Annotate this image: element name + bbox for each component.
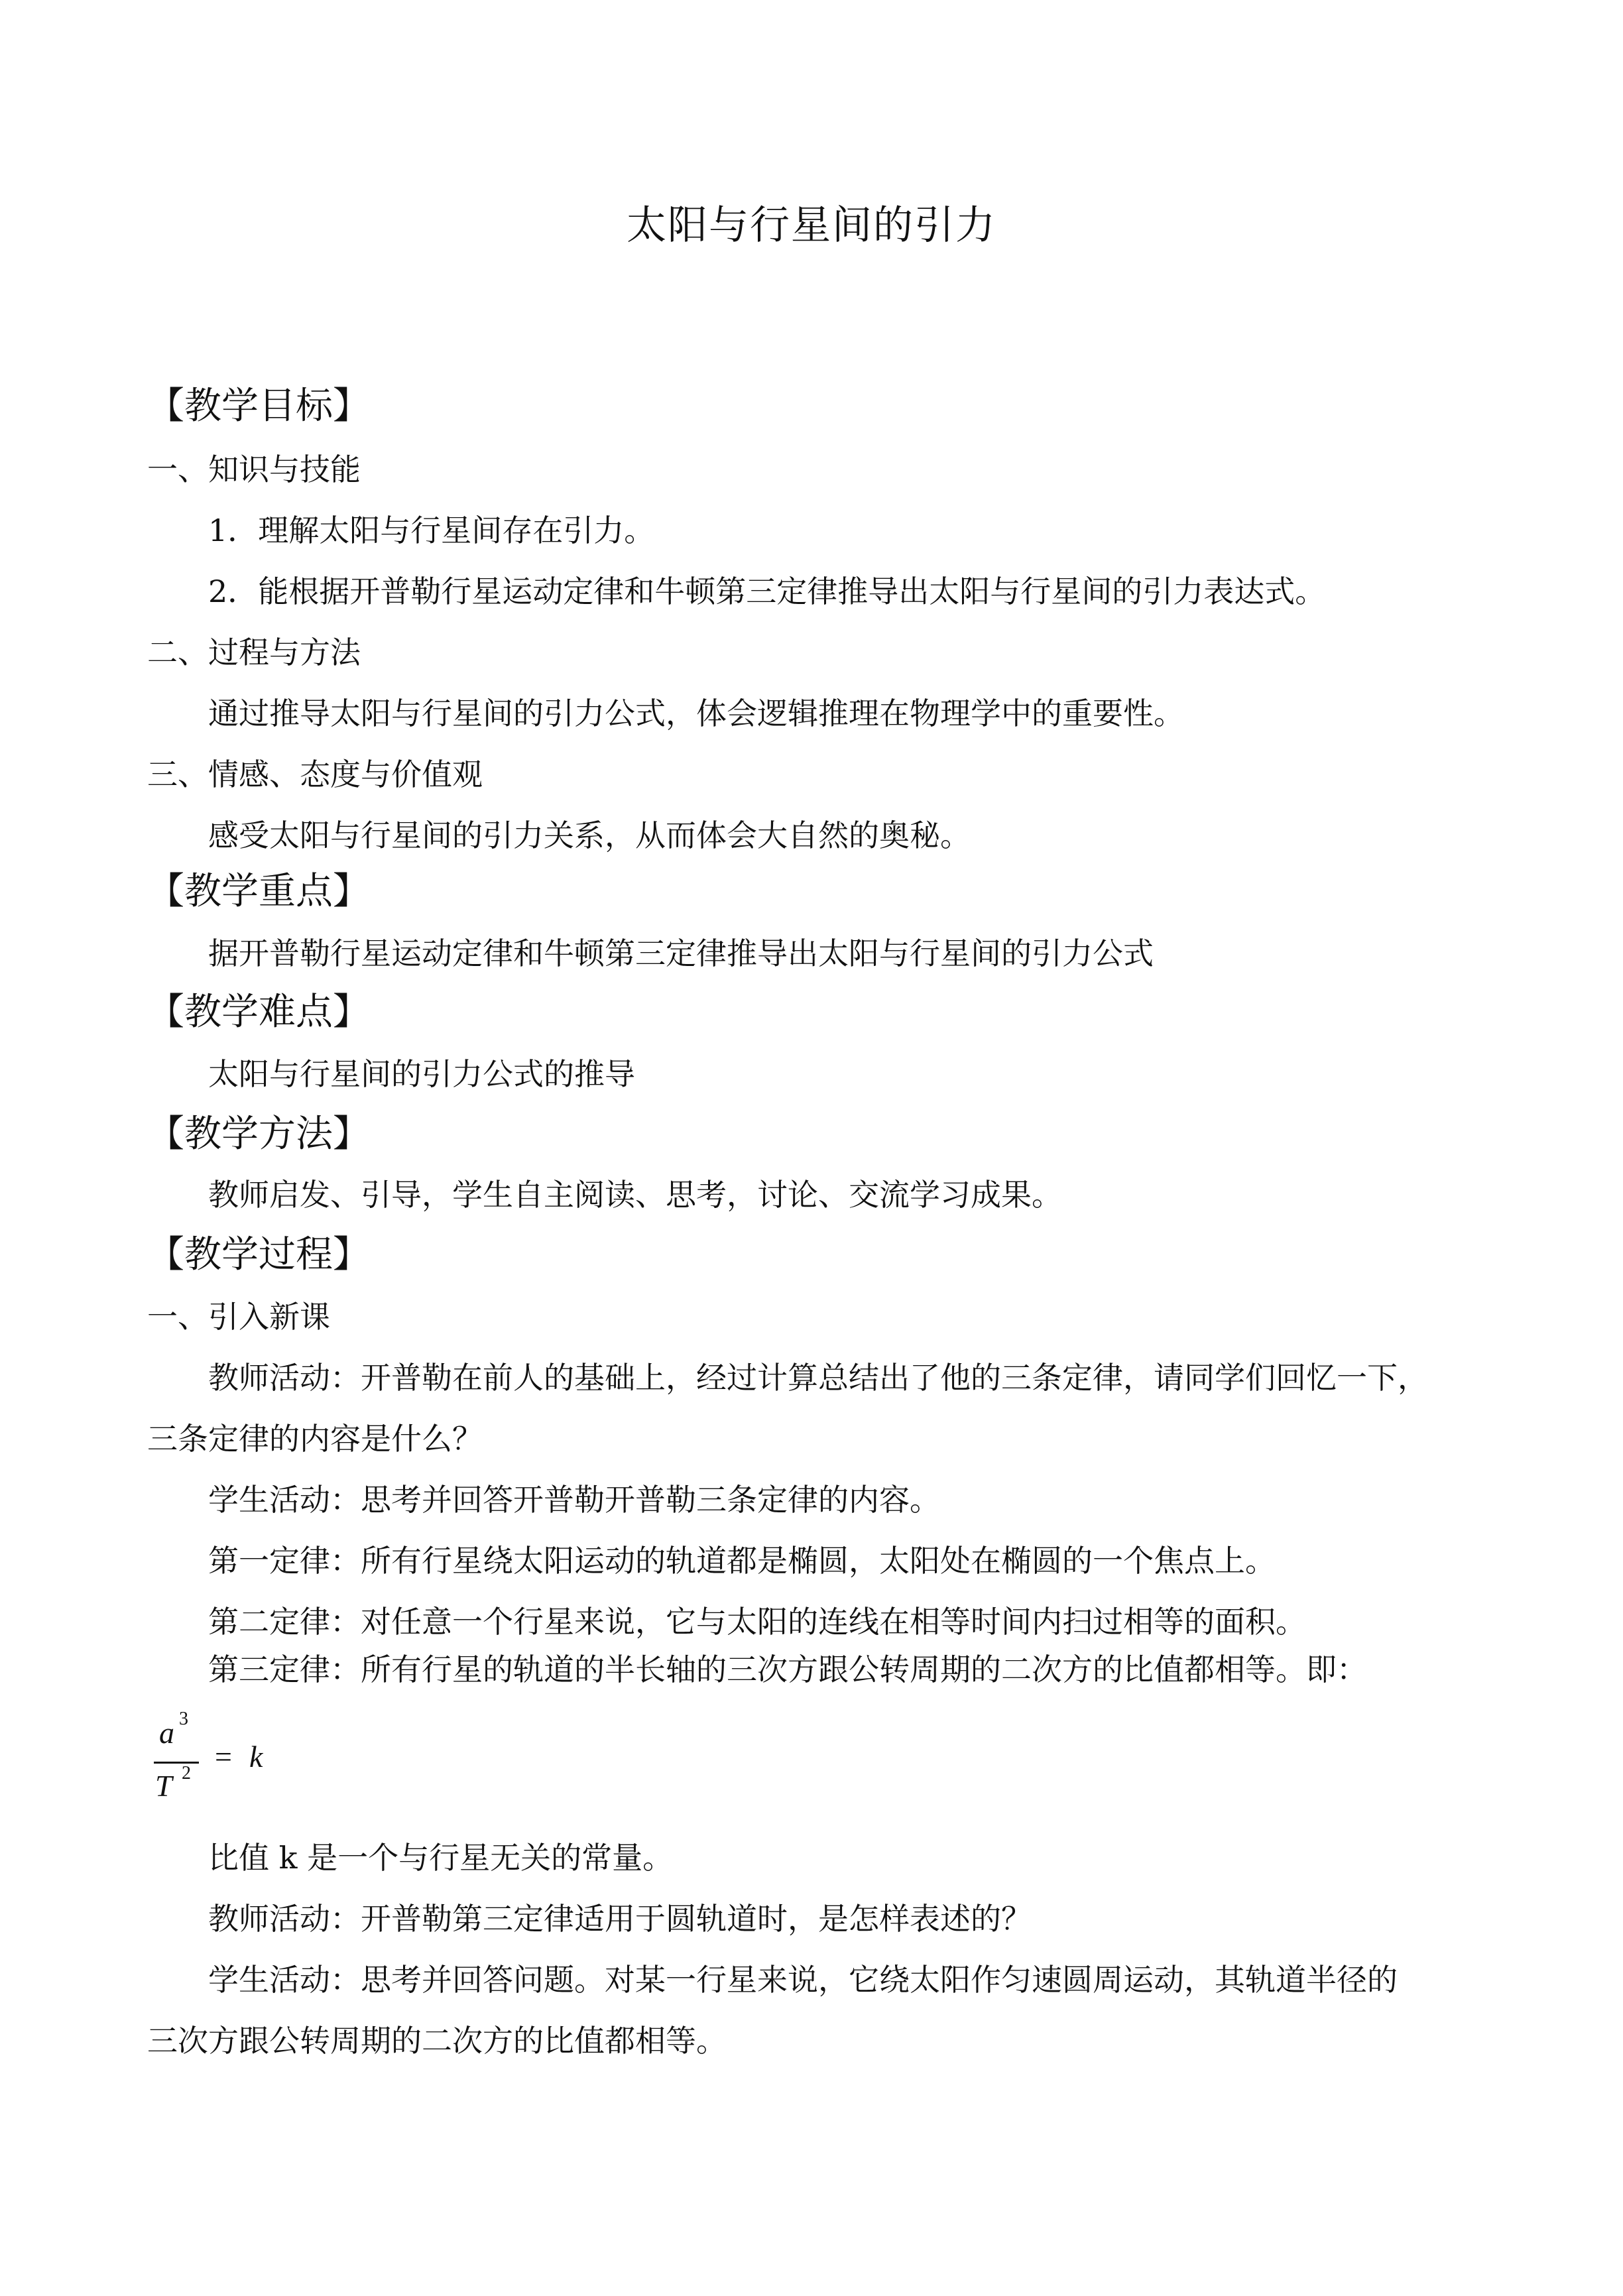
fraction-bar (154, 1762, 199, 1764)
formula-numerator: a (159, 1716, 174, 1750)
subheading-process: 二、过程与方法 (147, 634, 361, 670)
formula-equals: = (215, 1740, 232, 1774)
emotion-text: 感受太阳与行星间的引力关系，从而体会大自然的奥秘。 (208, 817, 971, 853)
difficulty-text: 太阳与行星间的引力公式的推导 (208, 1056, 635, 1092)
document-title: 太阳与行星间的引力 (627, 202, 996, 249)
student-activity-2-line-1: 学生活动：思考并回答问题。对某一行星来说，它绕太阳作匀速圆周运动，其轨道半径的 (208, 1962, 1398, 1998)
section-heading-key: 【教学重点】 (147, 870, 370, 913)
process-text: 通过推导太阳与行星间的引力公式，体会逻辑推理在物理学中的重要性。 (208, 695, 1184, 731)
section-heading-procedure: 【教学过程】 (147, 1233, 370, 1276)
student-activity-2-line-2: 三次方跟公转周期的二次方的比值都相等。 (147, 2023, 727, 2059)
formula-numerator-exponent: 3 (179, 1709, 188, 1729)
kepler-law-2: 第二定律：对任意一个行星来说，它与太阳的连线在相等时间内扫过相等的面积。 (208, 1604, 1306, 1640)
method-text: 教师启发、引导，学生自主阅读、思考，讨论、交流学习成果。 (208, 1177, 1062, 1213)
knowledge-item-1: 1．理解太阳与行星间存在引力。 (208, 513, 655, 548)
teacher-activity-1-line-2: 三条定律的内容是什么？ (147, 1421, 483, 1457)
knowledge-item-2: 2．能根据开普勒行星运动定律和牛顿第三定律推导出太阳与行星间的引力表达式。 (208, 574, 1326, 609)
section-heading-method: 【教学方法】 (147, 1113, 370, 1156)
formula-rhs: k (249, 1740, 263, 1774)
subheading-intro: 一、引入新课 (147, 1299, 330, 1335)
kepler-law-1: 第一定律：所有行星绕太阳运动的轨道都是椭圆，太阳处在椭圆的一个焦点上。 (208, 1543, 1276, 1579)
kepler-third-law-formula (151, 1709, 317, 1827)
student-activity-1: 学生活动：思考并回答开普勒开普勒三条定律的内容。 (208, 1482, 940, 1518)
teacher-activity-1-line-1: 教师活动：开普勒在前人的基础上，经过计算总结出了他的三条定律，请同学们回忆一下， (208, 1360, 1428, 1396)
section-heading-difficulty: 【教学难点】 (147, 991, 370, 1034)
subheading-emotion: 三、情感、态度与价值观 (147, 756, 483, 792)
ratio-text: 比值 k 是一个与行星无关的常量。 (208, 1840, 674, 1876)
formula-denominator-exponent: 2 (182, 1763, 191, 1783)
formula-denominator: T (155, 1769, 172, 1803)
section-heading-goals: 【教学目标】 (147, 385, 370, 428)
subheading-knowledge: 一、知识与技能 (147, 452, 361, 487)
key-text: 据开普勒行星运动定律和牛顿第三定律推导出太阳与行星间的引力公式 (208, 936, 1154, 971)
teacher-activity-2: 教师活动：开普勒第三定律适用于圆轨道时，是怎样表述的？ (208, 1901, 1032, 1937)
kepler-law-3: 第三定律：所有行星的轨道的半长轴的三次方跟公转周期的二次方的比值都相等。即： (208, 1652, 1367, 1687)
